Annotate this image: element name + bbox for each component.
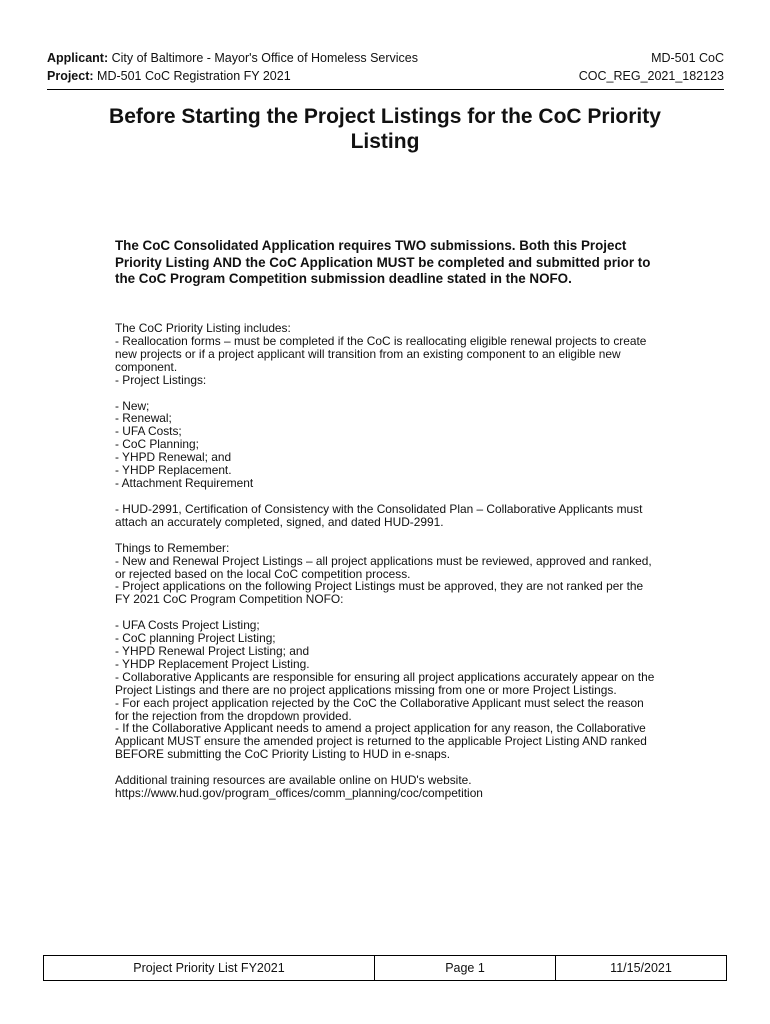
page-footer xyxy=(43,955,727,981)
project-listings-list: - New; - Renewal; - UFA Costs; - CoC Planning; - YHPD Renewal; and - YHDP Replacement. - Attachment Requirement xyxy=(115,398,254,490)
applicant-line xyxy=(47,49,418,67)
training-resources: Additional training resources are available online on HUD's website. https://www.hud.gov/program_offices/comm_planning/coc/competition xyxy=(115,773,483,801)
registration-id: COC_REG_2021_182123 xyxy=(578,69,724,83)
intro-paragraph: The CoC Consolidated Application requires TWO submissions. Both this Project Priority Listing AND the CoC Application MUST be completed and submitted prior to the CoC Program Competition submission deadline stated in the NOFO. xyxy=(115,238,651,287)
footer-page-number: Page 1 xyxy=(375,956,556,980)
project-line xyxy=(47,67,291,85)
coc-id: MD-501 CoC xyxy=(651,51,724,65)
project-value: MD-501 CoC Registration FY 2021 xyxy=(97,69,291,83)
project-label: Project: xyxy=(47,69,94,83)
page-header xyxy=(47,49,724,90)
footer-document-name: Project Priority List FY2021 xyxy=(44,956,375,980)
priority-listing-includes: The CoC Priority Listing includes: - Reallocation forms – must be completed if the CoC is reallocating eligible renewal projects to create new projects or if a project applicant will transition from an existing component to an eligible new component. - Project Listings: xyxy=(115,321,647,387)
applicant-label: Applicant: xyxy=(47,51,109,65)
page-title: Before Starting the Project Listings for the CoC Priority Listing xyxy=(109,105,661,153)
header-row-applicant xyxy=(47,49,724,67)
hud-2991-paragraph: - HUD-2991, Certification of Consistency with the Consolidated Plan – Collaborative Applicants must attach an accurately completed, signed, and dated HUD-2991. xyxy=(115,501,643,529)
things-to-remember: Things to Remember: - New and Renewal Project Listings – all project applications must be reviewed, approved and ranked, or rejected based on the local CoC competition process. - Project applications on the following Project Listings must be approved, they are not ranked per the FY 2021 CoC Program Competition NOFO: xyxy=(115,540,652,607)
header-row-project xyxy=(47,67,724,85)
body-text xyxy=(115,322,655,800)
footer-date: 11/15/2021 xyxy=(610,961,672,975)
approval-list: - UFA Costs Project Listing; - CoC planning Project Listing; - YHPD Renewal Project Listing; and - YHDP Replacement Project Listing. - Collaborative Applicants are responsible for ensuring all project applications accurately appear on the Project Listings and there are no project applications missing from one or more Project Listings. - For each project application rejected by the CoC the Collaborative Applicant must select the reason for the rejection from the dropdown provided. - If the Collaborative Applicant needs to amend a project application for any reason, the Collaborative Applicant MUST ensure the amended project is returned to the applicable Project Listing AND ranked BEFORE submitting the CoC Priority Listing to HUD in e-snaps. xyxy=(115,618,655,762)
applicant-value: City of Baltimore - Mayor's Office of Homeless Services xyxy=(111,51,419,65)
